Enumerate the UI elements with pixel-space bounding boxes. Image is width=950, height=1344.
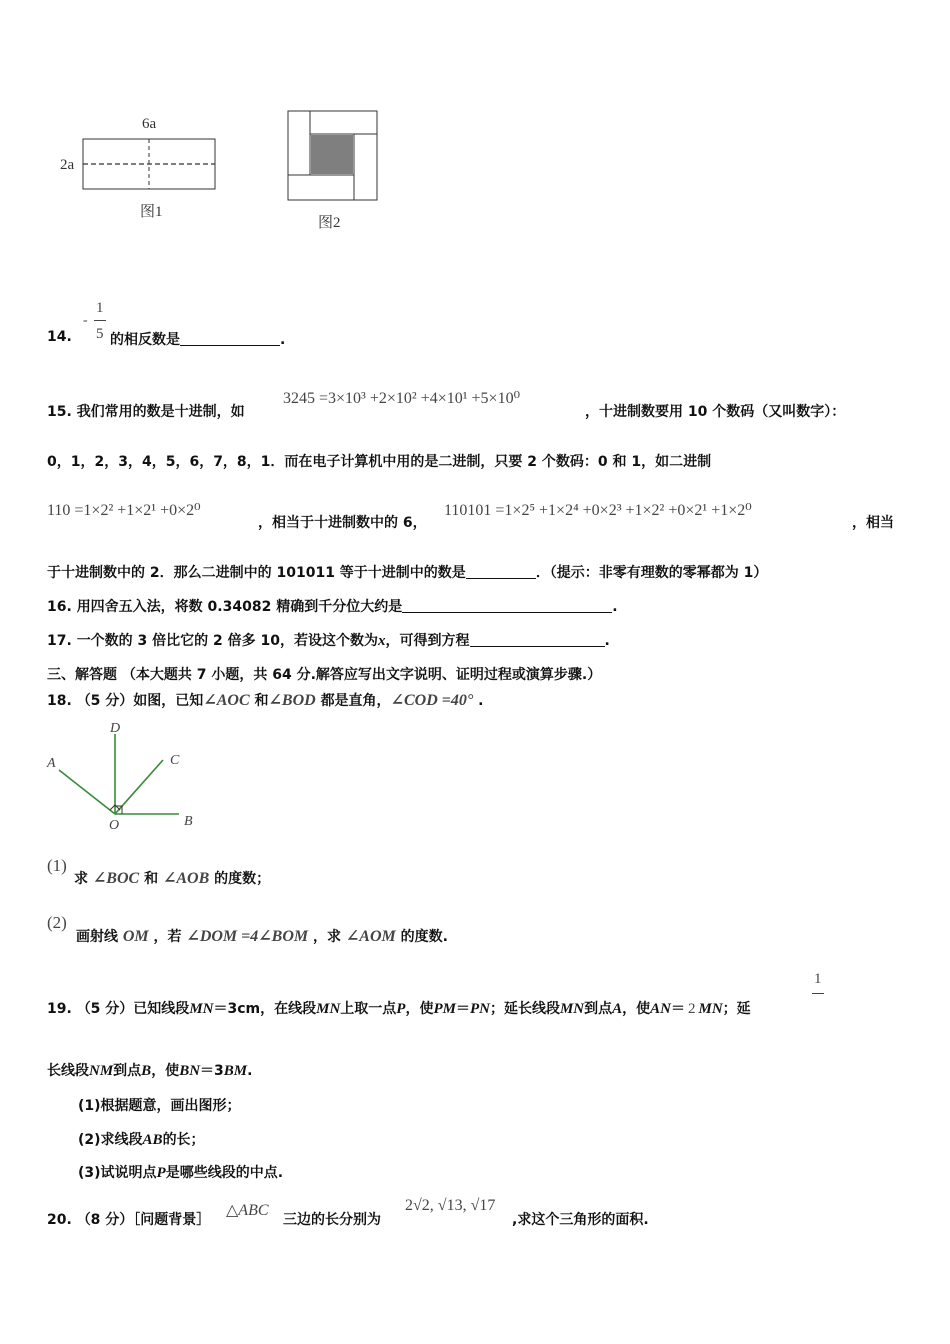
q19-mn-4: MN [698, 1001, 723, 1017]
q19-l1-d: ，使 [405, 1001, 434, 1017]
q17 [47, 630, 610, 650]
q17-number: 17. [47, 633, 72, 649]
q20-c: ,求这个三角形的面积. [512, 1212, 649, 1228]
q20-b: 三边的长分别为 [283, 1212, 381, 1228]
q19-l1-e: ；延长线段 [489, 1001, 560, 1017]
figure-1-rectangle [82, 138, 218, 192]
q19-sub2 [78, 1129, 205, 1149]
q18-fig-label-o: O [109, 818, 120, 833]
q14-answer-blank[interactable] [180, 331, 280, 346]
q14-frac-den: 5 [96, 326, 104, 342]
q19-eq: ＝ [455, 1001, 470, 1017]
q20-a: （8 分）［问题背景］ [76, 1212, 211, 1228]
q19-an: AN [650, 1001, 671, 1017]
q18-p2-condition: ∠DOM =4∠BOM [186, 928, 309, 945]
q19-l2-d: . [247, 1063, 253, 1079]
q19-l2-a: 长线段 [47, 1063, 89, 1079]
q15-line3-b: ，相当 [852, 515, 894, 531]
q18-angle-figure [44, 718, 204, 836]
fig2-caption: 图2 [318, 215, 341, 231]
q18-part2 [76, 926, 448, 946]
q16 [47, 596, 618, 616]
q18-p1-angle-boc: ∠BOC [92, 870, 140, 887]
q14-number: 14. [47, 329, 72, 345]
q19-s2-b: 的长； [162, 1132, 205, 1148]
q18-and: 和 [254, 693, 269, 709]
q19-l1-a: （5 分）已知线段 [76, 1001, 190, 1017]
q20-number: 20. [47, 1212, 72, 1228]
q19-sub1: (1)根据题意，画出图形； [78, 1098, 241, 1114]
q19-mn-1: MN [189, 1001, 214, 1017]
q19-l2-c: ，使 [151, 1063, 180, 1079]
q17-text: 一个数的 3 倍比它的 2 倍多 10，若设这个数为 [76, 633, 379, 649]
q19-b: B [141, 1063, 152, 1079]
q19-number: 19. [47, 1001, 72, 1017]
q19-frac-num: 1 [814, 971, 822, 987]
q19-p: P [396, 1001, 406, 1017]
q18-p2-angle-aom: ∠AOM [345, 928, 396, 945]
q18-p1-and: 和 [144, 871, 159, 887]
q14-frac-num: 1 [96, 300, 104, 316]
q19-l1-b: ＝3cm，在线段 [213, 1001, 317, 1017]
q18-p1-angle-aob: ∠AOB [162, 870, 210, 887]
q18-p1-b: 的度数； [214, 871, 271, 887]
q19-mn-3: MN [559, 1001, 585, 1017]
q14-end: . [280, 332, 286, 348]
fig1-caption: 图1 [140, 204, 163, 220]
q19-s2-a: (2)求线段 [78, 1132, 143, 1148]
q15-line1-a: 我们常用的数是十进制，如 [76, 404, 245, 420]
q19-frac-den: 2 [688, 1001, 696, 1017]
q15-line1 [47, 401, 245, 421]
q18-angle-cod: ∠COD =40° [390, 692, 474, 709]
q18-fig-label-c: C [170, 753, 180, 768]
q14-minus: - [83, 313, 88, 328]
q18-fig-label-b: B [184, 814, 193, 829]
q18-p1-index: (1) [47, 856, 67, 875]
q17-var: x [378, 633, 386, 649]
q17-text2: ，可得到方程 [385, 633, 470, 649]
q19-pn: PN [469, 1001, 490, 1017]
q19-l1-c: 上取一点 [340, 1001, 397, 1017]
q15-math-110: 110 =1×2² +1×2¹ +0×2⁰ [47, 502, 201, 519]
q15-line4 [47, 562, 767, 582]
q19-s3-p: P [156, 1165, 166, 1181]
q18-p2-c: ，求 [313, 929, 341, 945]
q17-end: . [604, 633, 610, 649]
q19-a: A [612, 1001, 623, 1017]
section-3-title: 三、解答题 （本大题共 7 小题，共 64 分.解答应写出文字说明、证明过程或演算步骤.） [47, 667, 602, 683]
q19-pm: PM [433, 1001, 456, 1017]
q19-eq3: ＝3 [200, 1063, 224, 1079]
q15-answer-blank[interactable] [466, 564, 536, 579]
q15-line4-a: 于十进制数中的 2．那么二进制中的 101011 等于十进制中的数是 [47, 565, 466, 581]
q19-mn-2: MN [316, 1001, 341, 1017]
q19-l2-b: 到点 [113, 1063, 142, 1079]
q19-eq2: ＝ [671, 1001, 685, 1017]
q15-line1-b: ，十进制数要用 10 个数码（又叫数字）： [585, 404, 846, 420]
q18-number: 18. [47, 693, 72, 709]
q19-line2 [47, 1060, 252, 1080]
q18-mid: 都是直角， [320, 693, 391, 709]
q14-frac-bar [94, 320, 106, 321]
q14-text-body: 的相反数是 [110, 332, 180, 348]
q18-end: . [478, 693, 484, 709]
q17-answer-blank[interactable] [470, 632, 605, 647]
q14-text [110, 329, 285, 349]
q16-end: . [612, 599, 618, 615]
q19-bn: BN [179, 1063, 201, 1079]
q15-line4-b: ．（提示：非零有理数的零幂都为 1） [535, 565, 768, 581]
q19-nm: NM [89, 1063, 114, 1079]
q18-p2-b: ，若 [153, 929, 182, 945]
q15-math-3245: 3245 =3×10³ +2×10² +4×10¹ +5×10⁰ [283, 390, 520, 407]
fig1-left-label: 2a [60, 157, 75, 173]
q19-s3-b: 是哪些线段的中点. [165, 1165, 284, 1181]
q20-head [47, 1209, 210, 1229]
q18-head: （5 分）如图，已知 [76, 693, 204, 709]
q19-bm: BM [223, 1063, 248, 1079]
q19-s3-a: (3)试说明点 [78, 1165, 157, 1181]
q18-angle-aoc: ∠AOC [203, 692, 250, 709]
fig1-top-label: 6a [142, 116, 157, 132]
q15-number: 15. [47, 404, 72, 420]
q19-s2-ab: AB [142, 1132, 163, 1148]
q19-frac-bar [812, 993, 824, 994]
q15-line2: 0，1，2，3，4，5，6，7，8，1．而在电子计算机中用的是二进制，只要 2 个数码：0 和 1，如二进制 [47, 454, 712, 470]
q18-p2-index: (2) [47, 913, 67, 932]
q19-line1 [47, 998, 751, 1018]
q15-line3-a: ，相当于十进制数中的 6， [258, 515, 427, 531]
q20-triangle: △ABC [226, 1202, 269, 1219]
figure-2-square [287, 110, 379, 202]
q18-line1 [47, 690, 483, 710]
q18-fig-label-a: A [47, 756, 56, 771]
q18-p2-d: 的度数. [400, 929, 448, 945]
q20-sides: 2√2, √13, √17 [405, 1197, 496, 1214]
q19-sub3 [78, 1162, 283, 1182]
q16-text: 用四舍五入法，将数 0.34082 精确到千分位大约是 [76, 599, 403, 615]
q15-math-110101: 110101 =1×2⁵ +1×2⁴ +0×2³ +1×2² +0×2¹ +1×2⁰ [444, 502, 752, 519]
q16-answer-blank[interactable] [402, 598, 612, 613]
q18-p1-a: 求 [74, 871, 88, 887]
q19-l1-g: ，使 [622, 1001, 651, 1017]
q18-angle-bod: ∠BOD [268, 692, 316, 709]
q18-p2-a: 画射线 [76, 929, 118, 945]
q18-fig-label-d: D [110, 721, 121, 736]
q18-p2-ray-om: OM [122, 928, 149, 945]
q16-number: 16. [47, 599, 72, 615]
q18-part1 [74, 868, 270, 888]
q19-l1-f: 到点 [584, 1001, 613, 1017]
q19-l1-h: ；延 [722, 1001, 751, 1017]
